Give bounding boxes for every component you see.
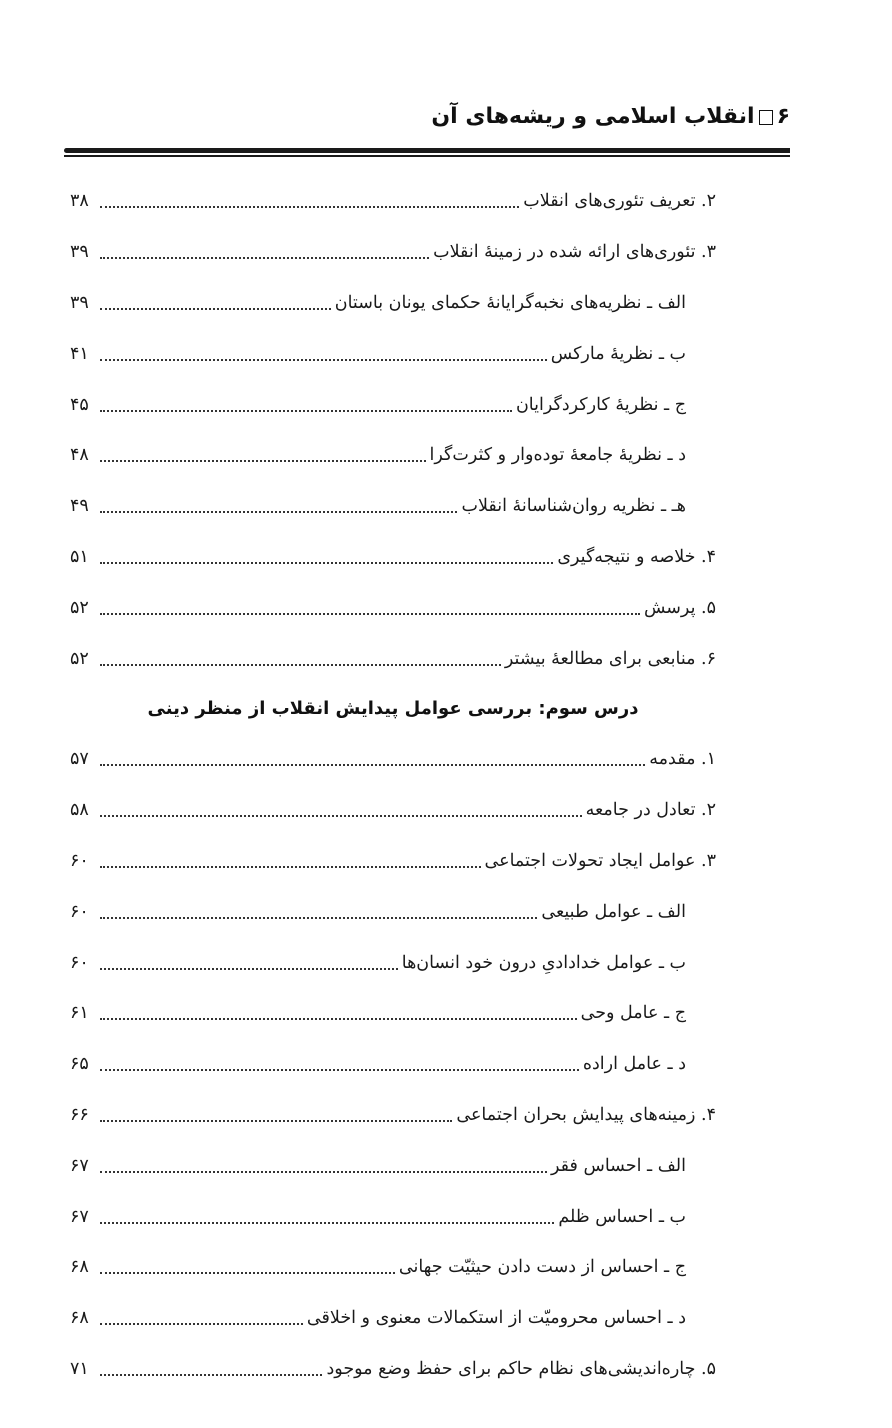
dot-leader (100, 1323, 303, 1325)
section-heading: درس سوم: بررسی عوامل پیدایش انقلاب از منظر دینی (147, 698, 639, 720)
toc-entry (70, 328, 716, 379)
toc-entry-page: ۴۱ (70, 343, 89, 364)
toc-entry (70, 1344, 716, 1395)
running-header (64, 96, 790, 162)
dot-leader (100, 1374, 322, 1376)
toc-entry-title: ۴. زمینه‌های پیدایش بحران اجتماعی (452, 1105, 716, 1125)
toc-entry (70, 278, 716, 329)
square-ornament-icon (759, 110, 773, 125)
toc-entry-page: ۴۵ (70, 394, 89, 415)
dot-leader (100, 1069, 579, 1071)
toc-entry-title: الف ـ نظریه‌های نخبه‌گرایانهٔ حکمای یونان باستان (331, 293, 686, 313)
toc-entry-page: ۵۷ (70, 749, 89, 770)
toc-entry (70, 988, 716, 1039)
toc-entry (70, 176, 716, 227)
dot-leader (100, 1272, 395, 1274)
dot-leader (100, 410, 512, 412)
toc-entry-title: ج ـ نظریهٔ کارکردگرایان (512, 395, 686, 415)
toc-entry-title: ۴. خلاصه و نتیجه‌گیری (553, 547, 716, 567)
toc-entry-title: ۳. تئوری‌های ارائه شده در زمینهٔ انقلاب (429, 242, 716, 262)
toc-entry-title: ۵. چاره‌اندیشی‌های نظام حاکم برای حفظ وضع موجود (322, 1359, 716, 1379)
toc-entry-page: ۶۰ (70, 850, 89, 871)
toc-entry-title: ۲. تعادل در جامعه (582, 800, 716, 820)
toc-entry-page: ۳۸ (70, 191, 89, 212)
toc-entry-title: ۱. مقدمه (645, 749, 716, 769)
dot-leader (100, 460, 426, 462)
toc-entry (70, 1242, 716, 1293)
dot-leader (100, 1222, 554, 1224)
toc-entry (70, 227, 716, 278)
toc-entry (70, 1191, 716, 1242)
toc-entry-title: د ـ احساس محرومیّت از استکمالات معنوی و اخلاقی (303, 1308, 686, 1328)
toc-entry-page: ۳۹ (70, 292, 89, 313)
toc-entry-title: ج ـ عامل وحی (577, 1003, 686, 1023)
toc-entry (70, 734, 716, 785)
toc-entry-page: ۶۱ (70, 1003, 89, 1024)
dot-leader (100, 764, 645, 766)
toc-entry-title: ۶. منابعی برای مطالعهٔ بیشتر (501, 649, 716, 669)
table-of-contents (70, 176, 716, 1394)
dot-leader (100, 206, 519, 208)
toc-entry-page: ۶۰ (70, 952, 89, 973)
toc-entry-page: ۶۵ (70, 1054, 89, 1075)
toc-entry (70, 937, 716, 988)
toc-entry (70, 481, 716, 532)
dot-leader (100, 308, 331, 310)
toc-entry-page: ۶۶ (70, 1104, 89, 1125)
toc-entry-page: ۵۱ (70, 546, 89, 567)
toc-entry (70, 785, 716, 836)
dot-leader (100, 359, 547, 361)
toc-entry-page: ۴۸ (70, 445, 89, 466)
dot-leader (100, 1120, 452, 1122)
toc-entry (70, 582, 716, 633)
toc-entry-page: ۴۹ (70, 496, 89, 517)
toc-entry (70, 430, 716, 481)
toc-part1 (70, 176, 716, 684)
toc-entry (70, 379, 716, 430)
toc-entry-title: ب ـ عوامل خدادادیِ درون خود انسان‌ها (398, 953, 686, 973)
toc-entry-title: الف ـ احساس فقر (547, 1156, 686, 1176)
toc-entry (70, 1293, 716, 1344)
dot-leader (100, 968, 398, 970)
book-title: انقلاب اسلامی و ریشه‌های آن (431, 104, 755, 129)
toc-entry-page: ۶۷ (70, 1155, 89, 1176)
toc-entry-page: ۵۲ (70, 648, 89, 669)
dot-leader (100, 613, 640, 615)
header-rule-thick (64, 148, 790, 153)
toc-entry-title: ج ـ احساس از دست دادن حیثیّت جهانی (395, 1257, 686, 1277)
toc-entry-page: ۵۲ (70, 597, 89, 618)
dot-leader (100, 866, 481, 868)
dot-leader (100, 1171, 547, 1173)
toc-entry (70, 633, 716, 684)
toc-entry-title: الف ـ عوامل طبیعی (537, 902, 686, 922)
toc-entry-page: ۳۹ (70, 242, 89, 263)
toc-entry (70, 836, 716, 887)
toc-entry-page: ۷۱ (70, 1358, 89, 1379)
toc-entry-title: ۳. عوامل ایجاد تحولات اجتماعی (481, 851, 716, 871)
toc-entry (70, 886, 716, 937)
toc-entry-page: ۶۸ (70, 1308, 89, 1329)
toc-entry-title: د ـ نظریهٔ جامعهٔ توده‌وار و کثرت‌گرا (426, 445, 686, 465)
toc-entry-title: د ـ عامل اراده (579, 1054, 686, 1074)
toc-entry (70, 1090, 716, 1141)
toc-entry (70, 1140, 716, 1191)
dot-leader (100, 1018, 577, 1020)
toc-entry-title: ب ـ احساس ظلم (554, 1207, 686, 1227)
toc-entry (70, 1039, 716, 1090)
toc-entry-title: هـ ـ نظریه روان‌شناسانهٔ انقلاب (457, 496, 686, 516)
toc-part2 (70, 734, 716, 1394)
header-title (431, 104, 790, 129)
dot-leader (100, 257, 429, 259)
dot-leader (100, 917, 537, 919)
toc-entry-title: ب ـ نظریهٔ مارکس (547, 344, 686, 364)
toc-entry (70, 532, 716, 583)
dot-leader (100, 815, 582, 817)
dot-leader (100, 511, 457, 513)
dot-leader (100, 664, 501, 666)
page-number: ۶ (776, 104, 790, 129)
toc-entry-title: ۲. تعریف تئوری‌های انقلاب (519, 191, 716, 211)
toc-entry-page: ۶۸ (70, 1257, 89, 1278)
dot-leader (100, 562, 553, 564)
toc-entry-page: ۶۷ (70, 1206, 89, 1227)
header-rule-thin (64, 155, 790, 157)
toc-entry-page: ۶۰ (70, 901, 89, 922)
toc-entry-title: ۵. پرسش (640, 598, 716, 618)
toc-entry-page: ۵۸ (70, 800, 89, 821)
